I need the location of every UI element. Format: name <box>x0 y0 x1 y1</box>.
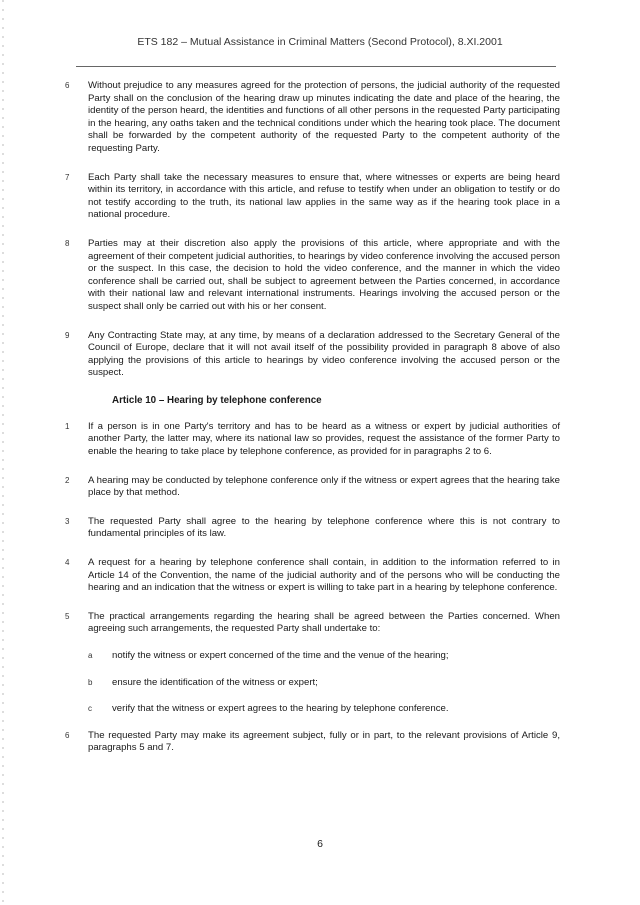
paragraph-10-1 <box>65 420 560 459</box>
paragraph-text: Parties may at their discretion also apply the provisions of this article, where appropriate and with the agreement of their competent judicial authorities, to hearings by video conference involving the accused person or the suspect. In this case, the decision to hold the video conference, and the manner in which the video conference shall be carried out, shall be subject to agreement between the Parties concerned, in accordance with their national law and relevant international instruments. Hearings involving the accused person or the suspect shall only be carried out with his or her consent. <box>88 237 560 312</box>
paragraph-number: 8 <box>65 238 70 248</box>
sub-item-b <box>88 676 560 690</box>
sub-item-letter: c <box>88 704 92 714</box>
paragraph-9-9 <box>65 329 560 380</box>
sub-item-letter: b <box>88 677 93 687</box>
margin-scan-marks <box>2 0 4 905</box>
paragraph-number: 9 <box>65 330 70 340</box>
paragraph-text: A request for a hearing by telephone conference shall contain, in addition to the information referred to in Article 14 of the Convention, the name of the judicial authority and of the persons who will be conducting the hearing and an indication that the witness or expert is willing to take part in a hearing by telephone conference. <box>88 557 560 594</box>
paragraph-10-6 <box>65 729 560 755</box>
running-header: ETS 182 – Mutual Assistance in Criminal Matters (Second Protocol), 8.XI.2001 <box>137 36 503 48</box>
paragraph-text: A hearing may be conducted by telephone conference only if the witness or expert agrees that the hearing take place by that method. <box>88 474 560 499</box>
paragraph-text: The requested Party shall agree to the hearing by telephone conference where this is not contrary to fundamental principles of its law. <box>88 515 560 540</box>
paragraph-number: 4 <box>65 558 70 568</box>
article-10-heading: Article 10 – Hearing by telephone conference <box>112 394 322 406</box>
paragraph-9-7 <box>65 171 560 222</box>
paragraph-text: The requested Party may make its agreement subject, fully or in part, to the relevant provisions of Article 9, paragraphs 5 and 7. <box>88 729 560 754</box>
paragraph-number: 1 <box>65 421 70 431</box>
paragraph-text: Each Party shall take the necessary measures to ensure that, where witnesses or experts are being heard within its territory, in accordance with this article, and refuse to testify when under an obligation to testify or do not testify according to the truth, its national law applies in the same way as if the hearing took place in a national procedure. <box>88 171 560 221</box>
sub-item-letter: a <box>88 651 93 660</box>
header-rule <box>76 66 556 67</box>
paragraph-number: 6 <box>65 81 70 90</box>
paragraph-text: Without prejudice to any measures agreed for the protection of persons, the judicial authority of the requested Party shall on the conclusion of the hearing draw up minutes indicating the date and place of the hearing, the identity of the person heard, the identities and functions of all other persons in the requested Party participating in the hearing, any oaths taken and the technical conditions under which the hearing took place. The document shall be forwarded by the competent authority of the requested Party to the competent authority of the requesting Party. <box>88 80 560 154</box>
sub-item-text: verify that the witness or expert agrees to the hearing by telephone conference. <box>112 703 449 715</box>
paragraph-10-2 <box>65 474 560 500</box>
paragraph-10-3 <box>65 515 560 541</box>
paragraph-text: The practical arrangements regarding the hearing shall be agreed between the Parties concerned. When agreeing such arrangements, the requested Party shall undertake to: <box>88 610 560 635</box>
paragraph-number: 6 <box>65 730 70 740</box>
paragraph-number: 2 <box>65 475 70 485</box>
paragraph-9-6 <box>65 80 560 156</box>
paragraph-10-5 <box>65 610 560 636</box>
sub-item-a <box>88 650 560 663</box>
paragraph-text: If a person is in one Party's territory and has to be heard as a witness or expert by judicial authorities of another Party, the latter may, where its national law so provides, request the assistance of the former Party to enable the hearing to take place by telephone conference, as provided for in paragraphs 2 to 6. <box>88 420 560 458</box>
sub-item-text: notify the witness or expert concerned of the time and the venue of the hearing; <box>112 650 449 661</box>
sub-item-c <box>88 703 560 716</box>
paragraph-number: 7 <box>65 172 70 182</box>
sub-item-text: ensure the identification of the witness or expert; <box>112 676 318 688</box>
paragraph-text: Any Contracting State may, at any time, by means of a declaration addressed to the Secretary General of the Council of Europe, declare that it will not avail itself of the possibility provided in paragraph 8 above of also applying the provisions of this article to hearings by video conference involving the accused person or the suspect. <box>88 329 560 379</box>
paragraph-number: 5 <box>65 611 70 621</box>
paragraph-9-8 <box>65 237 560 314</box>
paragraph-10-4 <box>65 557 560 595</box>
paragraph-number: 3 <box>65 516 70 526</box>
page-body <box>65 80 560 755</box>
page-number: 6 <box>317 838 323 850</box>
